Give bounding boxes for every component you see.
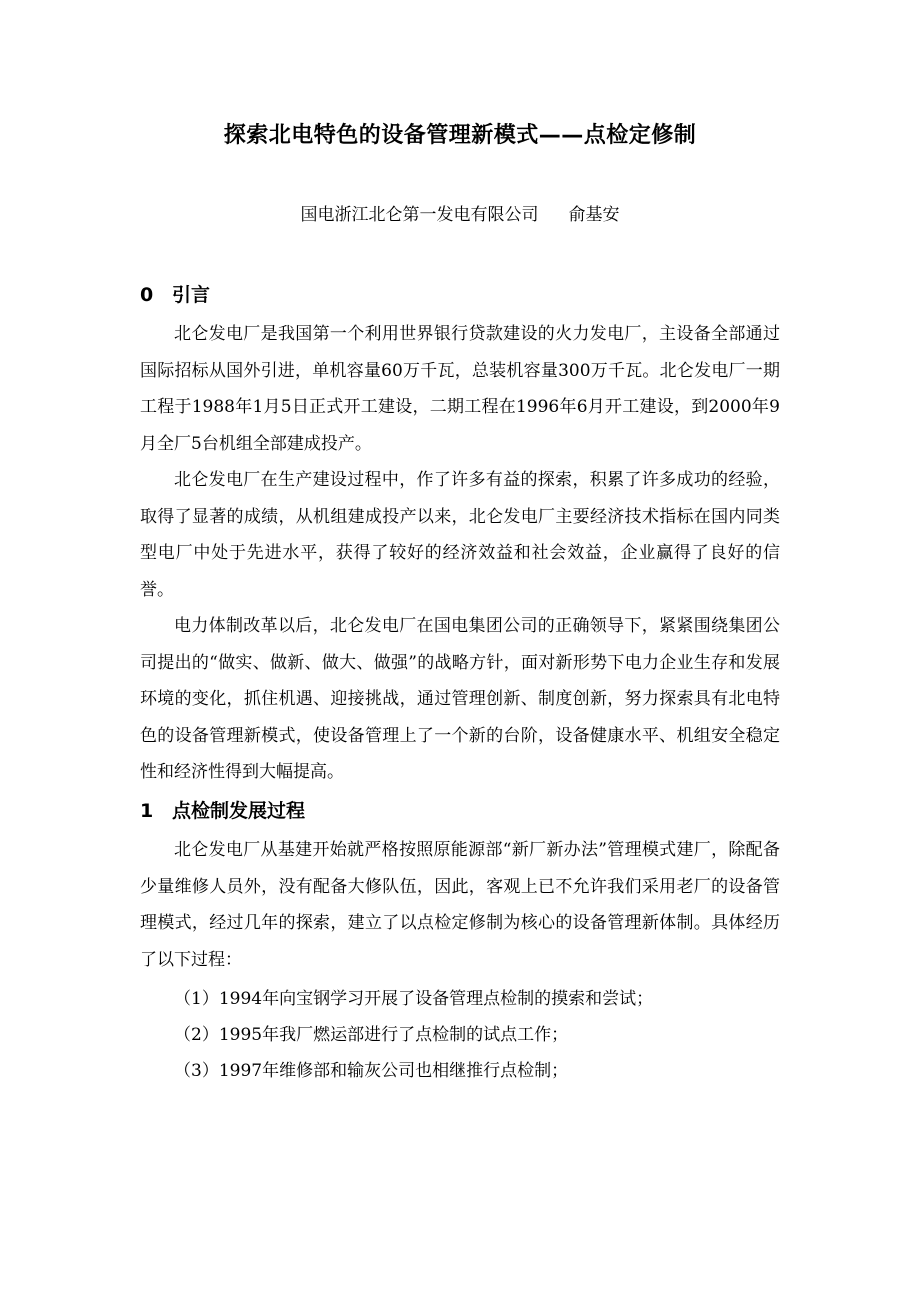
paragraph: 北仑发电厂是我国第一个利用世界银行贷款建设的火力发电厂，主设备全部通过国际招标从国外引进，单机容量60万千瓦，总装机容量300万千瓦。北仑发电厂一期工程于1988年1月5日正式开工建设，二期工程在1996年6月开工建设，到2000年9月全厂5台机组全部建成投产。	[140, 324, 780, 454]
author-name: 俞基安	[568, 205, 620, 225]
author-organization: 国电浙江北仑第一发电有限公司	[300, 205, 539, 225]
paragraph: 北仑发电厂在生产建设过程中，作了许多有益的探索，积累了许多成功的经验，取得了显著的成绩，从机组建成投产以来，北仑发电厂主要经济技术指标在国内同类型电厂中处于先进水平，获得了较好的经济效益和社会效益，企业赢得了良好的信誉。	[140, 470, 780, 600]
section-title: 点检制发展过程	[172, 800, 306, 822]
paragraph: 北仑发电厂从基建开始就严格按照原能源部“新厂新办法”管理模式建厂，除配备少量维修人员外，没有配备大修队伍，因此，客观上已不允许我们采用老厂的设备管理模式，经过几年的探索，建立了以点检定修制为核心的设备管理新体制。具体经历了以下过程：	[140, 840, 780, 970]
author-line	[0, 200, 920, 230]
section-title: 引言	[172, 284, 211, 306]
list-item: （2）1995年我厂燃运部进行了点检制的试点工作；	[174, 1025, 569, 1045]
section-heading-0	[140, 278, 210, 312]
paragraph: 电力体制改革以后，北仑发电厂在国电集团公司的正确领导下，紧紧围绕集团公司提出的“做实、做新、做大、做强”的战略方针，面对新形势下电力企业生存和发展环境的变化，抓住机遇、迎接挑战，通过管理创新、制度创新，努力探索具有北电特色的设备管理新模式，使设备管理上了一个新的台阶，设备健康水平、机组安全稳定性和经济性得到大幅提高。	[140, 616, 780, 783]
document-title: 探索北电特色的设备管理新模式——点检定修制	[223, 123, 697, 148]
section-number: 1	[140, 800, 154, 822]
list-item: （3）1997年维修部和输灰公司也相继推行点检制；	[174, 1061, 569, 1081]
section-number: 0	[140, 284, 154, 306]
list-item: （1）1994年向宝钢学习开展了设备管理点检制的摸索和尝试；	[174, 989, 654, 1009]
section-heading-1	[140, 794, 305, 828]
